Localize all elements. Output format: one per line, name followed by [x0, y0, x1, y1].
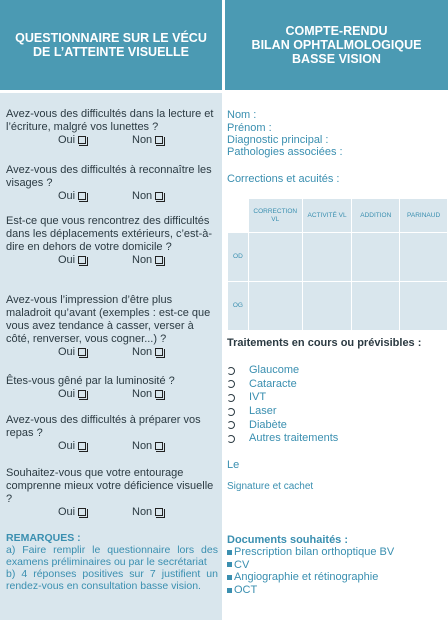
header-addition: ADDITION: [352, 199, 400, 233]
treatment-label: Glaucome: [249, 364, 300, 377]
nom-field[interactable]: Nom :: [227, 109, 257, 121]
table-cell[interactable]: [302, 282, 352, 331]
answer-options: [6, 506, 218, 518]
oui-label: Oui: [58, 388, 76, 400]
bullet-square-icon: [227, 575, 232, 580]
oui-label: Oui: [58, 506, 76, 518]
table-cell[interactable]: [352, 282, 400, 331]
treatment-label: IVT: [249, 391, 267, 404]
checkbox-icon[interactable]: [78, 442, 86, 450]
document-label: CV: [234, 558, 250, 571]
date-field[interactable]: Le: [227, 459, 240, 471]
report-header: [225, 0, 448, 90]
question-5: [6, 375, 218, 400]
oui-option[interactable]: [58, 388, 132, 400]
remarks-title: REMARQUES :: [6, 532, 81, 544]
radio-icon[interactable]: [227, 394, 235, 402]
checkbox-icon[interactable]: [155, 508, 163, 516]
table-cell[interactable]: [248, 233, 302, 282]
checkbox-icon[interactable]: [78, 136, 86, 144]
report-title: COMPTE-RENDU BILAN OPHTALMOLOGIQUE BASSE VISION: [251, 24, 422, 66]
answer-options: [6, 134, 218, 146]
treatment-item[interactable]: [227, 378, 338, 392]
question-text: Avez-vous l’impression d’être plus maladroit qu’avant (exemples : est-ce que vous avez tendance à casser, verser à côté, renverser, vous cogner...) ?: [6, 294, 211, 345]
row-og-label: OG: [228, 282, 249, 331]
non-label: Non: [132, 254, 153, 266]
pathologies-field[interactable]: Pathologies associées :: [227, 146, 343, 158]
treatment-label: Diabète: [249, 418, 287, 431]
remarks-block: [6, 532, 218, 592]
answer-options: [6, 190, 218, 202]
treatments-list: [227, 364, 338, 446]
answer-options: [6, 346, 218, 358]
checkbox-icon[interactable]: [155, 192, 163, 200]
document-item[interactable]: [227, 571, 394, 584]
oui-option[interactable]: [58, 254, 132, 266]
signature-field[interactable]: Signature et cachet: [227, 481, 314, 492]
document-label: Prescription bilan orthoptique BV: [234, 546, 395, 559]
question-text: Est-ce que vous rencontrez des difficultés dans les déplacements extérieurs, c’est-à-dire en dehors de votre domicile ?: [6, 215, 213, 253]
treatment-item[interactable]: [227, 405, 338, 419]
checkbox-icon[interactable]: [78, 348, 86, 356]
document-item[interactable]: [227, 559, 394, 572]
radio-icon[interactable]: [227, 408, 235, 416]
radio-icon[interactable]: [227, 367, 235, 375]
oui-label: Oui: [58, 134, 76, 146]
treatment-item[interactable]: [227, 391, 338, 405]
oui-option[interactable]: [58, 440, 132, 452]
radio-icon[interactable]: [227, 380, 235, 388]
non-option[interactable]: [132, 388, 206, 400]
answer-options: [6, 254, 218, 266]
treatment-label: Laser: [249, 405, 277, 418]
document-item[interactable]: [227, 546, 394, 559]
question-text: Êtes-vous gêné par la luminosité ?: [6, 375, 175, 387]
document-item[interactable]: [227, 584, 394, 597]
oui-label: Oui: [58, 440, 76, 452]
treatments-title: Traitements en cours ou prévisibles :: [227, 337, 422, 349]
question-text: Avez-vous des difficultés à préparer vos repas ?: [6, 414, 201, 439]
oui-option[interactable]: [58, 506, 132, 518]
treatment-item[interactable]: [227, 432, 338, 446]
non-label: Non: [132, 134, 153, 146]
question-6: [6, 414, 218, 452]
oui-option[interactable]: [58, 134, 132, 146]
non-option[interactable]: [132, 346, 206, 358]
table-cell[interactable]: [352, 233, 400, 282]
non-option[interactable]: [132, 190, 206, 202]
checkbox-icon[interactable]: [78, 508, 86, 516]
checkbox-icon[interactable]: [78, 192, 86, 200]
treatment-label: Autres traitements: [249, 432, 339, 445]
header-correction-vl: CORRECTION VL: [248, 199, 302, 233]
questionnaire-title: QUESTIONNAIRE SUR LE VÉCU DE L’ATTEINTE VISUELLE: [15, 31, 207, 59]
table-cell[interactable]: [248, 282, 302, 331]
question-text: Avez-vous des difficultés dans la lecture et l’écriture, malgré vos lunettes ?: [6, 108, 214, 133]
row-od-label: OD: [228, 233, 249, 282]
bullet-square-icon: [227, 550, 232, 555]
non-label: Non: [132, 440, 153, 452]
table-cell[interactable]: [400, 282, 448, 331]
checkbox-icon[interactable]: [155, 256, 163, 264]
questionnaire-header: [0, 0, 222, 90]
checkbox-icon[interactable]: [155, 442, 163, 450]
radio-icon[interactable]: [227, 421, 235, 429]
bullet-square-icon: [227, 562, 232, 567]
non-option[interactable]: [132, 440, 206, 452]
prenom-field[interactable]: Prénom :: [227, 122, 272, 134]
header-activite-vl: ACTIVITÉ VL: [302, 199, 352, 233]
diagnostic-field[interactable]: Diagnostic principal :: [227, 134, 329, 146]
oui-label: Oui: [58, 190, 76, 202]
corrections-field: Corrections et acuités :: [227, 173, 340, 185]
non-label: Non: [132, 190, 153, 202]
question-7: [6, 467, 218, 518]
non-label: Non: [132, 388, 153, 400]
answer-options: [6, 440, 218, 452]
oui-option[interactable]: [58, 346, 132, 358]
bullet-square-icon: [227, 588, 232, 593]
documents-list: [227, 546, 394, 596]
document-label: OCT: [234, 584, 258, 597]
checkbox-icon[interactable]: [78, 390, 86, 398]
oui-label: Oui: [58, 346, 76, 358]
table-corner: [228, 199, 249, 233]
non-option[interactable]: [132, 134, 206, 146]
non-label: Non: [132, 346, 153, 358]
checkbox-icon[interactable]: [155, 136, 163, 144]
non-option[interactable]: [132, 254, 206, 266]
radio-icon[interactable]: [227, 435, 235, 443]
remark-a: a) Faire remplir le questionnaire lors des examens préliminaires ou par le secrétariat: [6, 544, 218, 568]
treatment-item[interactable]: [227, 418, 338, 432]
checkbox-icon[interactable]: [155, 348, 163, 356]
question-4: [6, 294, 218, 358]
question-1: [6, 108, 218, 146]
document-label: Angiographie et rétinographie: [234, 571, 379, 584]
acuity-table: [227, 198, 448, 331]
non-label: Non: [132, 506, 153, 518]
table-cell[interactable]: [400, 233, 448, 282]
question-text: Avez-vous des difficultés à reconnaître les visages ?: [6, 164, 212, 189]
treatment-item[interactable]: [227, 364, 338, 378]
oui-option[interactable]: [58, 190, 132, 202]
oui-label: Oui: [58, 254, 76, 266]
question-2: [6, 164, 218, 202]
answer-options: [6, 388, 218, 400]
remark-b: b) 4 réponses positives sur 7 justifient un rendez-vous en consultation basse vision.: [6, 568, 218, 592]
question-text: Souhaitez-vous que votre entourage comprenne mieux votre déficience visuelle ?: [6, 467, 214, 505]
header-parinaud: PARINAUD: [400, 199, 448, 233]
non-option[interactable]: [132, 506, 206, 518]
question-3: [6, 215, 218, 266]
checkbox-icon[interactable]: [155, 390, 163, 398]
treatment-label: Cataracte: [249, 377, 297, 390]
documents-title: Documents souhaités :: [227, 534, 349, 546]
checkbox-icon[interactable]: [78, 256, 86, 264]
table-cell[interactable]: [302, 233, 352, 282]
